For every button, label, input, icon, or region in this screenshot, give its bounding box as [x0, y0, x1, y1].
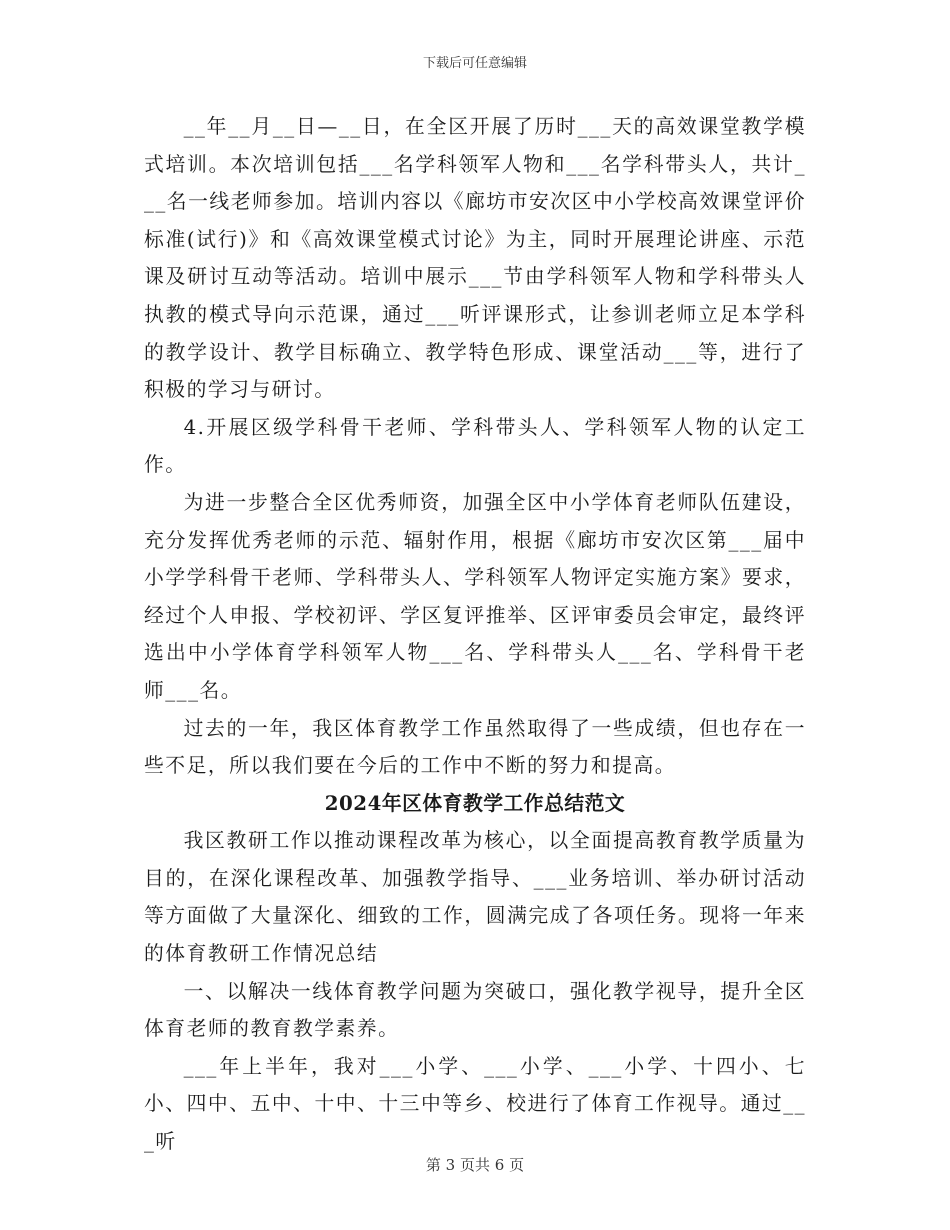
- paragraph-training: __年__月__日—__日，在全区开展了历时___天的高效课堂教学模式培训。本次培训包括___名学科领军人物和___名学科带头人，共计___名一线老师参加。培训内容以《廊坊市安次区中小学校高效课堂评价标准(试行)》和《高效课堂模式讨论》为主，同时开展理论讲座、示范课及研讨互动等活动。培训中展示___节由学科领军人物和学科带头人执教的模式导向示范课，通过___听评课形式，让参训老师立足本学科的教学设计、教学目标确立、教学特色形成、课堂活动___等，进行了积极的学习与研讨。: [144, 115, 806, 402]
- document-body: [144, 108, 806, 1161]
- paragraph-section-1: 一、以解决一线体育教学问题为突破口，强化教学视导，提升全区体育老师的教育教学素养。: [144, 979, 806, 1041]
- section-title: 2024年区体育教学工作总结范文: [324, 790, 626, 815]
- paragraph-intro: 我区教研工作以推动课程改革为核心，以全面提高教育教学质量为目的，在深化课程改革、加强教学指导、___业务培训、举办研讨活动等方面做了大量深化、细致的工作，圆满完成了各项任务。现将一年来的体育教研工作情况总结: [144, 829, 806, 966]
- page-footer: 第 3 页共 6 页: [425, 1156, 525, 1174]
- page-header: 下载后可任意编辑: [422, 56, 527, 71]
- paragraph-teacher-selection: 为进一步整合全区优秀师资，加强全区中小学体育老师队伍建设，充分发挥优秀老师的示范、辐射作用，根据《廊坊市安次区第___届中小学学科骨干老师、学科带头人、学科领军人物评定实施方案》要求，经过个人申报、学校初评、学区复评推举、区评审委员会审定，最终评选出中小学体育学科领军人物___名、学科带头人___名、学科骨干老师___名。: [144, 490, 806, 702]
- paragraph-summary: 过去的一年，我区体育教学工作虽然取得了一些成绩，但也存在一些不足，所以我们要在今后的工作中不断的努力和提高。: [144, 716, 806, 778]
- paragraph-item-4: 4.开展区级学科骨干老师、学科带头人、学科领军人物的认定工作。: [144, 415, 806, 477]
- paragraph-inspection: ___年上半年，我对___小学、___小学、___小学、十四小、七小、四中、五中、十中、十三中等乡、校进行了体育工作视导。通过___听: [144, 1054, 806, 1154]
